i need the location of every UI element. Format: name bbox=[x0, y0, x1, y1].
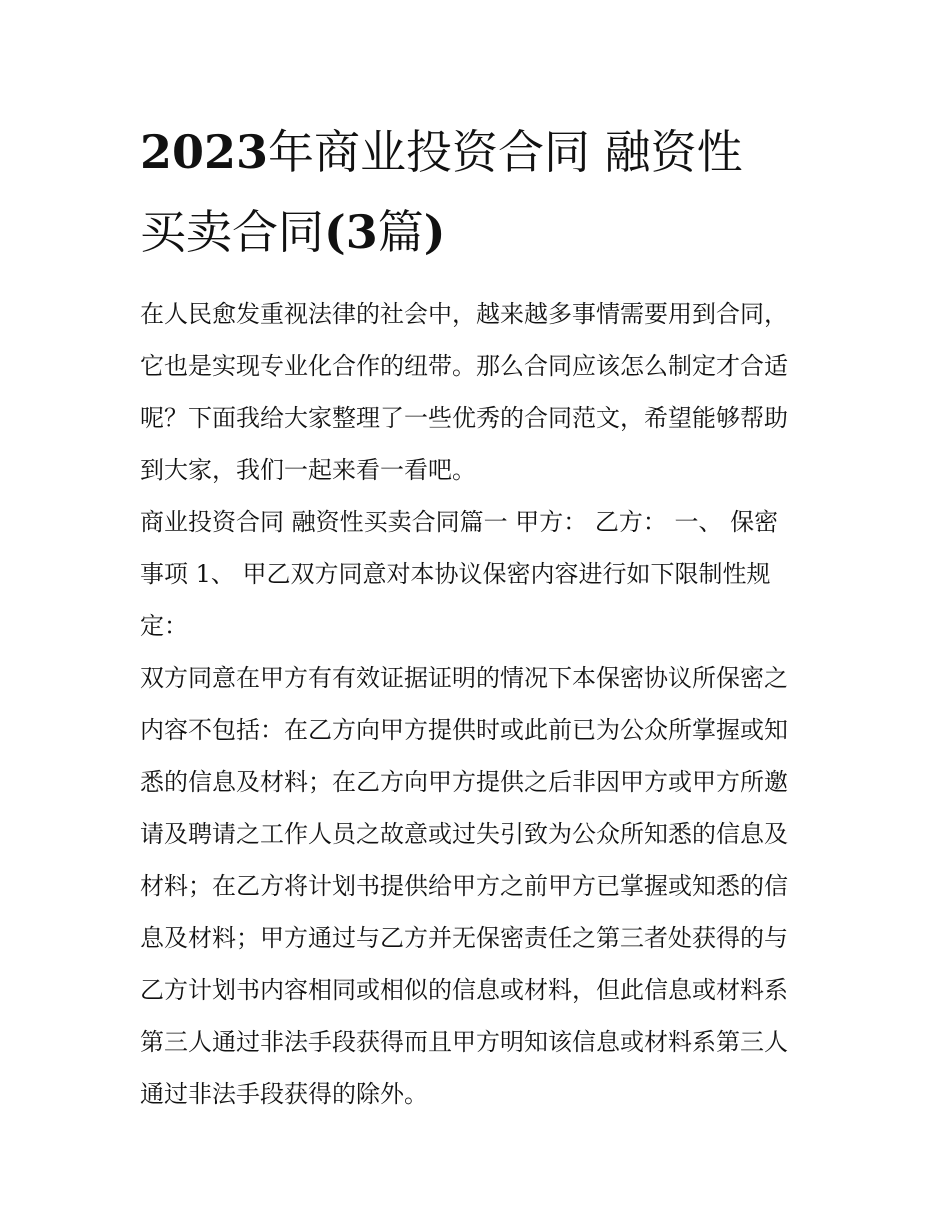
text-line: 内容不包括：在乙方向甲方提供时或此前已为公众所掌握或知 bbox=[140, 716, 788, 744]
text-line: 双方同意在甲方有有效证据证明的情况下本保密协议所保密之 bbox=[140, 664, 788, 692]
text-line: 到大家，我们一起来看一看吧。 bbox=[140, 456, 476, 484]
text-line: 材料；在乙方将计划书提供给甲方之前甲方已掌握或知悉的信 bbox=[140, 872, 788, 900]
title-line-2-text: 买卖合同 bbox=[140, 205, 324, 259]
text-line: 在人民愈发重视法律的社会中，越来越多事情需要用到合同， bbox=[140, 300, 788, 328]
text-line: 息及材料；甲方通过与乙方并无保密责任之第三者处获得的与 bbox=[140, 924, 788, 952]
text-line: 呢？下面我给大家整理了一些优秀的合同范文，希望能够帮助 bbox=[140, 404, 788, 432]
text-line: 事项 1、 甲乙双方同意对本协议保密内容进行如下限制性规 bbox=[140, 560, 771, 588]
text-line: 定： bbox=[140, 612, 188, 640]
title-line-1-text: 年商业投资合同 融资性 bbox=[268, 125, 743, 179]
paragraph-section-one bbox=[140, 496, 820, 652]
text-line: 商业投资合同 融资性买卖合同篇一 甲方： 乙方： 一、 保密 bbox=[140, 508, 779, 536]
text-line: 悉的信息及材料；在乙方向甲方提供之后非因甲方或甲方所邀 bbox=[140, 768, 788, 796]
paragraph-confidentiality bbox=[140, 652, 820, 1120]
paragraph-intro bbox=[140, 288, 820, 496]
text-line: 它也是实现专业化合作的纽带。那么合同应该怎么制定才合适 bbox=[140, 352, 788, 380]
title-count-unit: 篇 bbox=[377, 205, 424, 259]
text-line: 请及聘请之工作人员之故意或过失引致为公众所知悉的信息及 bbox=[140, 820, 788, 848]
text-line: 通过非法手段获得的除外。 bbox=[140, 1080, 428, 1108]
title-year: 2023 bbox=[140, 125, 269, 179]
title-line-2 bbox=[140, 192, 820, 272]
document-title bbox=[140, 112, 820, 272]
title-count: (3 bbox=[324, 205, 378, 259]
title-close-paren: ) bbox=[423, 205, 446, 259]
text-line: 乙方计划书内容相同或相似的信息或材料，但此信息或材料系 bbox=[140, 976, 788, 1004]
title-line-1 bbox=[140, 112, 820, 192]
document-body bbox=[140, 288, 820, 1120]
document-page bbox=[140, 112, 820, 1120]
text-line: 第三人通过非法手段获得而且甲方明知该信息或材料系第三人 bbox=[140, 1028, 788, 1056]
